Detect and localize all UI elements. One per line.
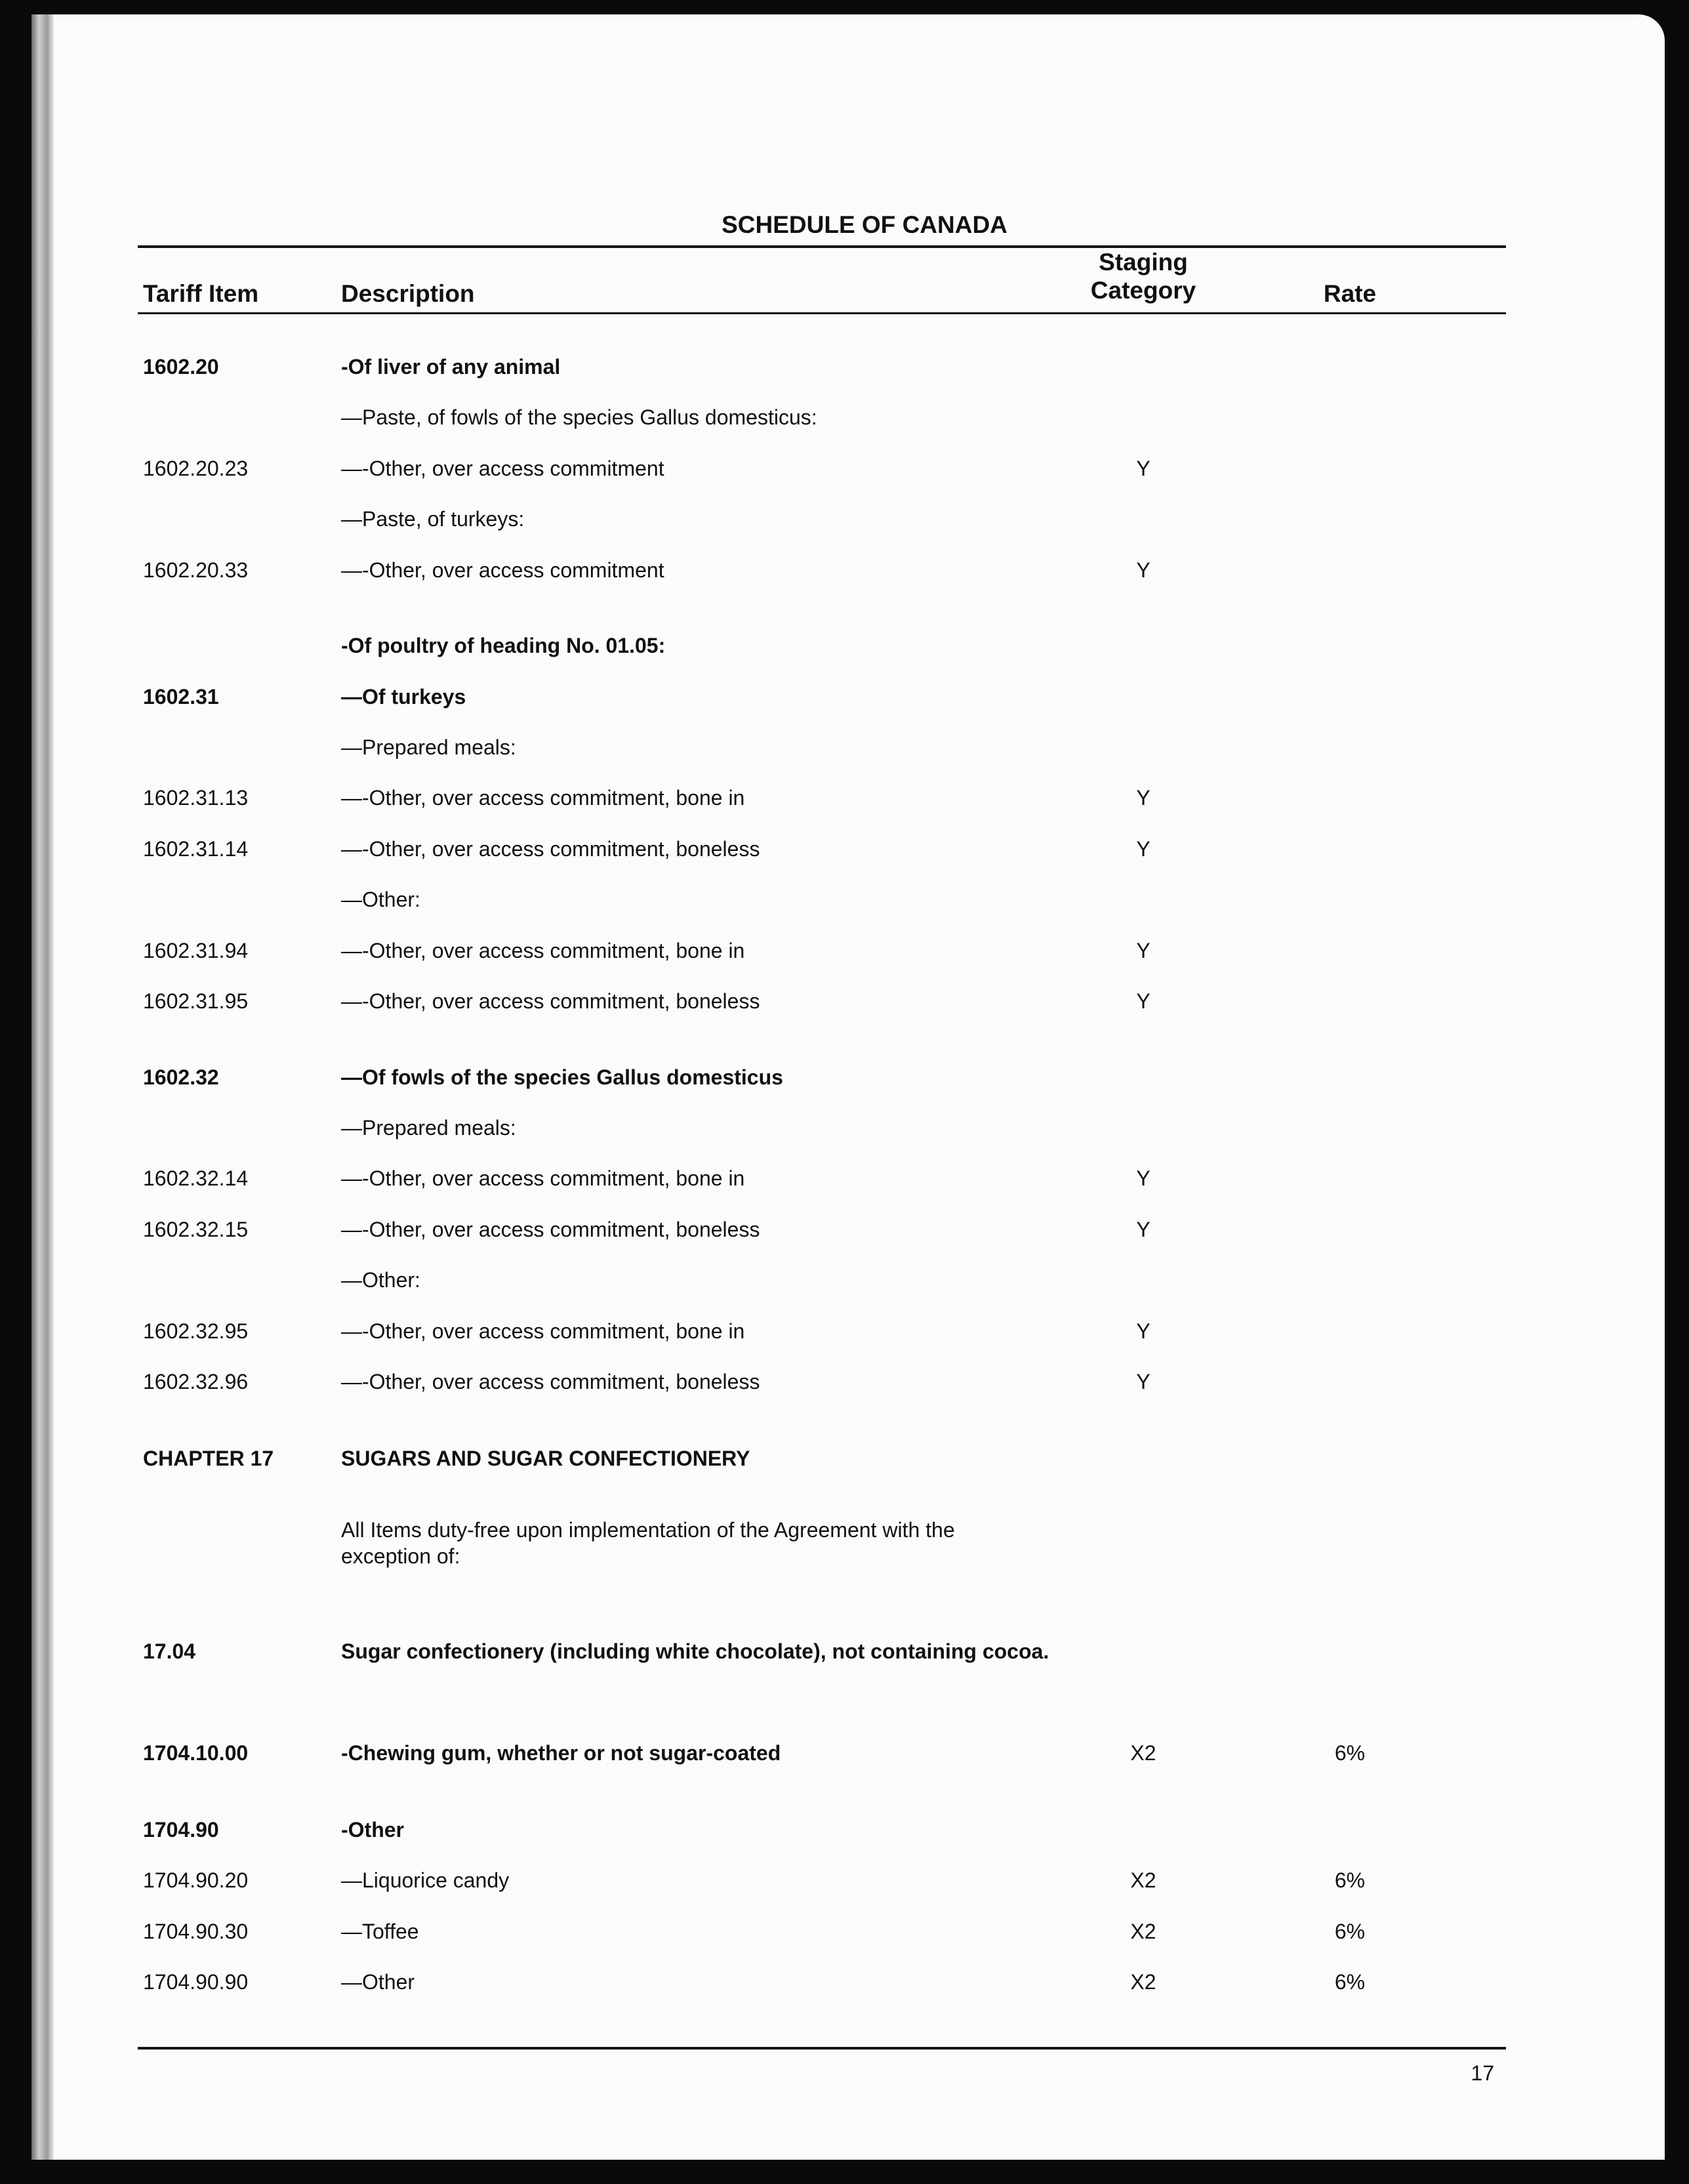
tariff-item-cell: 1602.31.14 (143, 837, 249, 861)
description-cell: —Other (341, 1970, 415, 1994)
rate-cell: 6% (1334, 1970, 1366, 1994)
description-cell: —-Other, over access commitment, bone in (341, 1166, 745, 1190)
staging-category-cell: Y (1136, 1319, 1150, 1343)
description-cell: —-Other, over access commitment, bone in (341, 939, 745, 962)
tariff-item-cell: 1602.20.23 (143, 457, 249, 480)
table-row (31, 632, 1665, 661)
table-row (31, 455, 1665, 484)
description-cell: —-Other, over access commitment, boneless (341, 1370, 760, 1393)
tariff-item-cell: 1602.31.95 (143, 989, 249, 1013)
tariff-item-cell: CHAPTER 17 (143, 1447, 274, 1470)
staging-category-cell: X2 (1130, 1741, 1156, 1765)
description-cell: —-Other, over access commitment (341, 558, 664, 582)
tariff-item-cell: 1602.31 (143, 685, 219, 709)
table-row (31, 1115, 1665, 1144)
staging-category-cell: X2 (1130, 1970, 1156, 1994)
table-row (31, 506, 1665, 535)
footer-rule (138, 2047, 1506, 2050)
table-row (31, 1216, 1665, 1245)
table-row (31, 1445, 1665, 1474)
description-cell: -Chewing gum, whether or not sugar-coated (341, 1741, 781, 1765)
description-cell: SUGARS AND SUGAR CONFECTIONERY (341, 1447, 750, 1470)
table-row (31, 836, 1665, 865)
description-cell: —-Other, over access commitment (341, 457, 664, 480)
staging-category-cell: Y (1136, 1218, 1150, 1241)
description-cell: —-Other, over access commitment, boneless (341, 989, 760, 1013)
tariff-item-cell: 1602.32.96 (143, 1370, 249, 1393)
staging-category-cell: X2 (1130, 1920, 1156, 1943)
table-row (31, 988, 1665, 1017)
staging-category-cell: X2 (1130, 1868, 1156, 1892)
table-row (31, 1517, 1665, 1568)
table-row (31, 1740, 1665, 1769)
description-cell: —-Other, over access commitment, bone in (341, 786, 745, 810)
staging-category-cell: Y (1136, 558, 1150, 582)
staging-category-cell: Y (1136, 1370, 1150, 1393)
table-row (31, 1267, 1665, 1296)
tariff-item-cell: 1602.31.94 (143, 939, 249, 962)
staging-category-cell: Y (1136, 837, 1150, 861)
rate-cell: 6% (1334, 1741, 1366, 1765)
page-number: 17 (1471, 2061, 1494, 2085)
table-row (31, 1969, 1665, 1998)
tariff-item-cell: 1602.31.13 (143, 786, 249, 810)
column-header-tariff-item: Tariff Item (143, 280, 259, 307)
table-row (31, 557, 1665, 586)
description-cell: —-Other, over access commitment, boneless (341, 1218, 760, 1241)
table-row (31, 785, 1665, 814)
description-cell: —-Other, over access commitment, bone in (341, 1319, 745, 1343)
title-rule (138, 245, 1506, 248)
description-cell: —Of turkeys (341, 685, 466, 709)
staging-category-cell: Y (1136, 939, 1150, 962)
table-row (31, 1064, 1665, 1093)
staging-category-cell: Y (1136, 786, 1150, 810)
tariff-item-cell: 1704.90.90 (143, 1970, 249, 1994)
tariff-item-cell: 1704.90.20 (143, 1868, 249, 1892)
staging-category-cell: Y (1136, 1166, 1150, 1190)
column-header-description: Description (341, 280, 475, 307)
tariff-item-cell: 1602.20.33 (143, 558, 249, 582)
table-row (31, 1817, 1665, 1845)
tariff-item-cell: 1602.32.15 (143, 1218, 249, 1241)
table-row (31, 684, 1665, 712)
table-row (31, 937, 1665, 966)
table-row (31, 1165, 1665, 1194)
tariff-item-cell: 17.04 (143, 1639, 196, 1663)
description-cell: —-Other, over access commitment, boneless (341, 837, 760, 861)
tariff-item-cell: 1704.90 (143, 1818, 219, 1842)
description-cell: —Other: (341, 1268, 420, 1292)
tariff-item-cell: 1602.32 (143, 1065, 219, 1089)
staging-category-cell: Y (1136, 989, 1150, 1013)
table-row (31, 886, 1665, 915)
description-cell: -Of liver of any animal (341, 355, 561, 379)
tariff-item-cell: 1602.20 (143, 355, 219, 379)
description-cell: —Prepared meals: (341, 1116, 516, 1140)
table-row (31, 404, 1665, 433)
staging-category-cell: Y (1136, 457, 1150, 480)
document-page (31, 14, 1665, 2160)
description-cell: —Of fowls of the species Gallus domesticus (341, 1065, 783, 1089)
header-rule (138, 312, 1506, 314)
description-cell: —Paste, of fowls of the species Gallus domesticus: (341, 405, 817, 429)
rate-cell: 6% (1334, 1868, 1366, 1892)
description-cell: -Of poultry of heading No. 01.05: (341, 634, 666, 657)
tariff-item-cell: 1704.10.00 (143, 1741, 249, 1765)
description-cell: Sugar confectionery (including white chocolate), not containing cocoa. (341, 1639, 1049, 1663)
table-row (31, 1638, 1665, 1667)
description-cell: —Other: (341, 888, 420, 911)
description-cell: —Prepared meals: (341, 735, 516, 759)
table-row (31, 1918, 1665, 1947)
table-row (31, 354, 1665, 382)
column-header-rate: Rate (1323, 280, 1377, 307)
document-title: SCHEDULE OF CANADA (722, 211, 1007, 238)
tariff-item-cell: 1704.90.30 (143, 1920, 249, 1943)
description-cell: -Other (341, 1818, 404, 1842)
column-header-staging-category: Staging Category (1090, 249, 1196, 304)
tariff-item-cell: 1602.32.14 (143, 1166, 249, 1190)
tariff-item-cell: 1602.32.95 (143, 1319, 249, 1343)
description-cell: —Paste, of turkeys: (341, 507, 525, 531)
rate-cell: 6% (1334, 1920, 1366, 1943)
description-cell: —Liquorice candy (341, 1868, 510, 1892)
description-cell: All Items duty-free upon implementation of the Agreement with the exception of: (341, 1518, 955, 1568)
description-cell: —Toffee (341, 1920, 419, 1943)
table-row (31, 734, 1665, 763)
table-row (31, 1867, 1665, 1896)
table-row (31, 1369, 1665, 1397)
table-row (31, 1318, 1665, 1347)
